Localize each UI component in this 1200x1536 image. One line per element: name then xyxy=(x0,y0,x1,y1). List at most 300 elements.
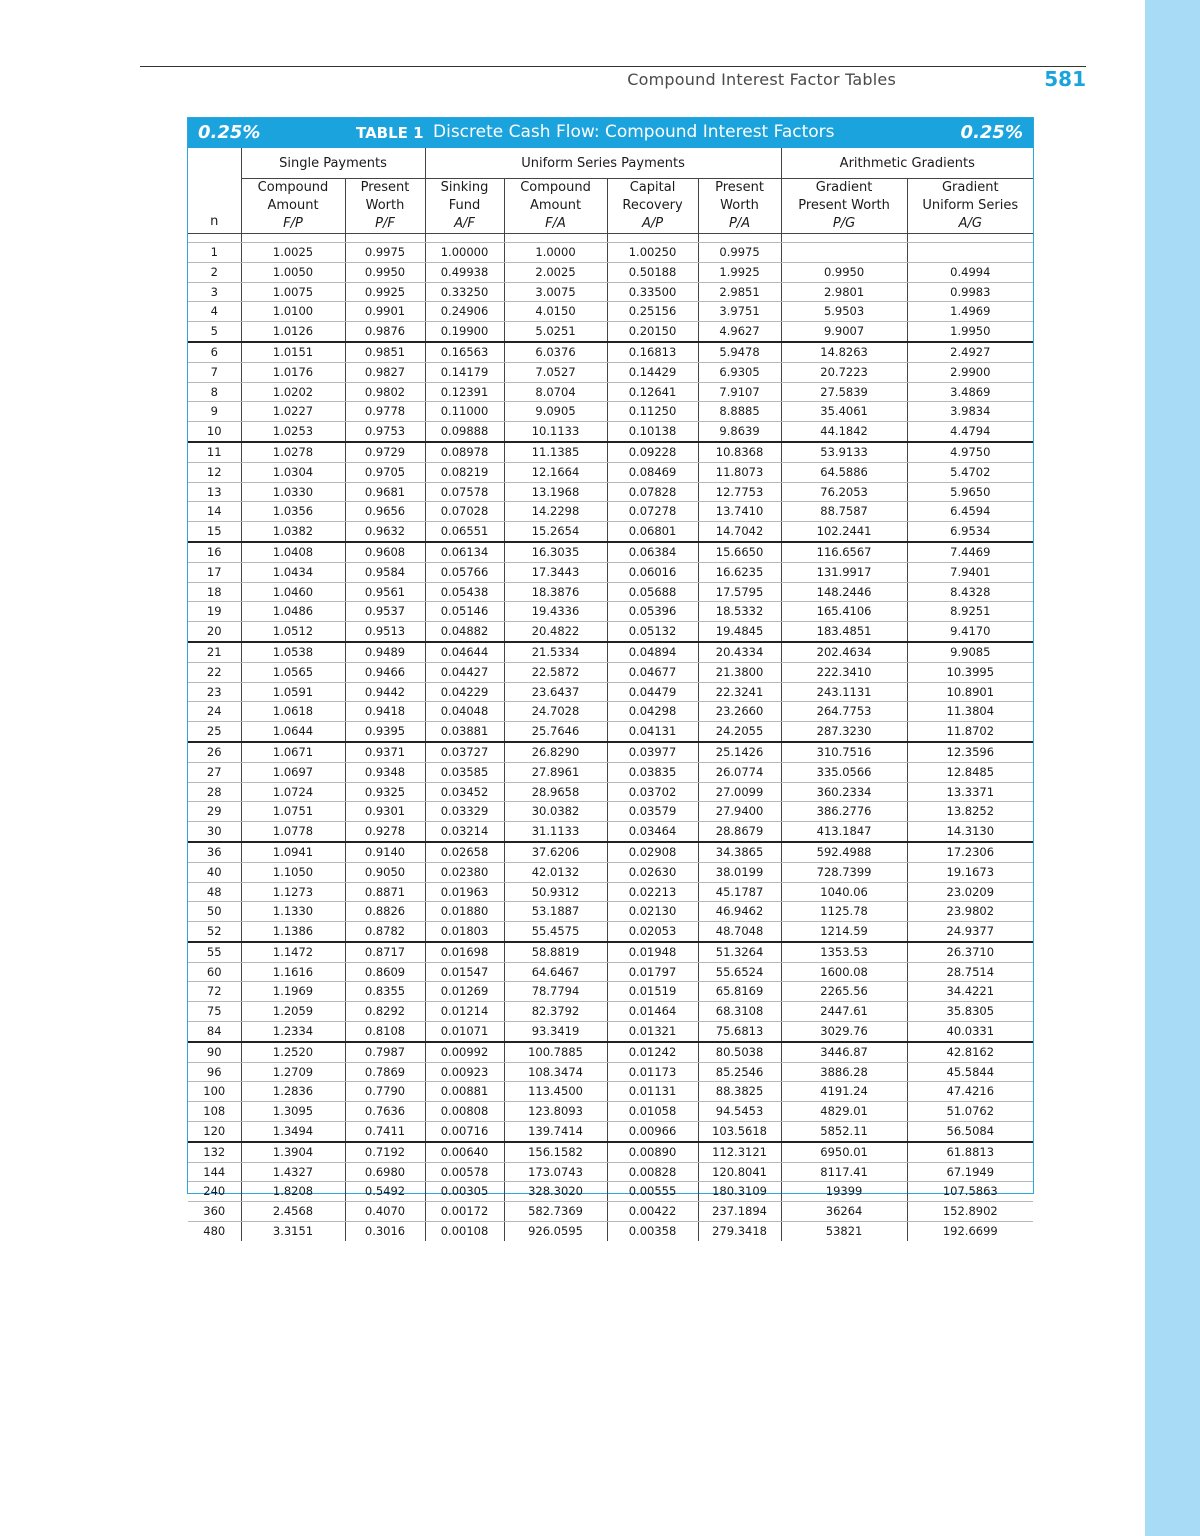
factor-cell: 28.9658 xyxy=(504,782,607,802)
factor-cell: 0.9371 xyxy=(345,742,425,762)
table-row xyxy=(188,382,1033,402)
factor-cell: 50.9312 xyxy=(504,882,607,902)
column-header-line: Recovery xyxy=(622,198,683,213)
factor-cell: 0.03881 xyxy=(425,722,504,742)
factor-cell: 23.0209 xyxy=(907,882,1033,902)
table-row xyxy=(188,662,1033,682)
factor-cell: 0.00108 xyxy=(425,1222,504,1241)
factor-cell: 47.4216 xyxy=(907,1082,1033,1102)
factor-cell: 0.03214 xyxy=(425,822,504,842)
factor-cell: 0.02658 xyxy=(425,842,504,862)
factor-cell: 1040.06 xyxy=(781,882,907,902)
factor-cell: 12.3596 xyxy=(907,742,1033,762)
factor-cell: 38.0199 xyxy=(698,862,781,882)
table-row xyxy=(188,1022,1033,1042)
factor-cell: 68.3108 xyxy=(698,1002,781,1022)
factor-cell: 7.9401 xyxy=(907,562,1033,582)
factor-cell: 3.9751 xyxy=(698,302,781,322)
factor-cell: 53.9133 xyxy=(781,442,907,462)
column-header-line: Present Worth xyxy=(798,198,890,213)
period-cell: 14 xyxy=(188,502,241,522)
factor-cell: 0.08219 xyxy=(425,462,504,482)
period-cell: 55 xyxy=(188,942,241,962)
factor-cell: 53.1887 xyxy=(504,902,607,922)
factor-cell: 1.0644 xyxy=(241,722,345,742)
factor-cell: 1.0408 xyxy=(241,542,345,562)
column-header-compound-amount-fp xyxy=(241,179,345,234)
factor-cell: 0.01698 xyxy=(425,942,504,962)
factor-cell: 7.9107 xyxy=(698,382,781,402)
table-row xyxy=(188,782,1033,802)
factor-cell: 0.6980 xyxy=(345,1162,425,1182)
factor-cell: 107.5863 xyxy=(907,1182,1033,1202)
factor-cell: 44.1842 xyxy=(781,422,907,442)
factor-cell: 0.00305 xyxy=(425,1182,504,1202)
factor-cell: 139.7414 xyxy=(504,1122,607,1142)
factor-cell: 0.05688 xyxy=(607,582,698,602)
group-header-arithmetic-gradients: Arithmetic Gradients xyxy=(781,148,1033,179)
factor-cell: 42.0132 xyxy=(504,862,607,882)
column-header-present-worth-pa xyxy=(698,179,781,234)
factor-cell: 27.5839 xyxy=(781,382,907,402)
factor-cell: 61.8813 xyxy=(907,1142,1033,1162)
factor-cell: 0.06016 xyxy=(607,562,698,582)
table-row xyxy=(188,442,1033,462)
factor-cell: 2.9851 xyxy=(698,282,781,302)
table-row xyxy=(188,1102,1033,1122)
factor-cell: 36264 xyxy=(781,1202,907,1222)
period-cell: 24 xyxy=(188,702,241,722)
factor-cell: 0.9681 xyxy=(345,482,425,502)
period-cell: 90 xyxy=(188,1042,241,1062)
factor-cell: 173.0743 xyxy=(504,1162,607,1182)
period-cell: 12 xyxy=(188,462,241,482)
factor-cell: 183.4851 xyxy=(781,622,907,642)
factor-cell: 0.50188 xyxy=(607,262,698,282)
factor-cell: 3029.76 xyxy=(781,1022,907,1042)
factor-cell: 40.0331 xyxy=(907,1022,1033,1042)
factor-cell: 1.0538 xyxy=(241,642,345,662)
factor-cell: 9.4170 xyxy=(907,622,1033,642)
column-header-symbol: F/A xyxy=(545,216,566,231)
period-cell: 75 xyxy=(188,1002,241,1022)
factor-cell: 55.6524 xyxy=(698,962,781,982)
factor-cell: 22.5872 xyxy=(504,662,607,682)
period-cell: 96 xyxy=(188,1062,241,1082)
factor-cell: 45.5844 xyxy=(907,1062,1033,1082)
factor-cell: 64.6467 xyxy=(504,962,607,982)
table-row xyxy=(188,482,1033,502)
factor-cell: 120.8041 xyxy=(698,1162,781,1182)
factor-cell: 88.3825 xyxy=(698,1082,781,1102)
period-cell: 48 xyxy=(188,882,241,902)
factor-cell: 108.3474 xyxy=(504,1062,607,1082)
factor-cell: 1.1050 xyxy=(241,862,345,882)
factor-cell: 1.0000 xyxy=(504,243,607,263)
factor-cell: 0.04882 xyxy=(425,622,504,642)
factor-cell: 0.01464 xyxy=(607,1002,698,1022)
factor-cell: 1.0778 xyxy=(241,822,345,842)
factor-cell: 26.8290 xyxy=(504,742,607,762)
factor-cell: 1.2334 xyxy=(241,1022,345,1042)
factor-cell: 0.01071 xyxy=(425,1022,504,1042)
factor-cell: 1.0697 xyxy=(241,762,345,782)
factor-cell: 0.9442 xyxy=(345,682,425,702)
factor-cell: 0.05438 xyxy=(425,582,504,602)
factor-cell: 0.8292 xyxy=(345,1002,425,1022)
period-cell: 6 xyxy=(188,342,241,362)
column-header-symbol: A/F xyxy=(454,216,475,231)
column-header-line: Capital xyxy=(629,180,676,195)
column-header-line: Sinking xyxy=(440,180,489,195)
factor-cell: 34.3865 xyxy=(698,842,781,862)
column-header-line: Amount xyxy=(529,198,582,213)
factor-cell: 0.8871 xyxy=(345,882,425,902)
factor-cell: 15.6650 xyxy=(698,542,781,562)
factor-cell: 4191.24 xyxy=(781,1082,907,1102)
factor-cell: 0.01948 xyxy=(607,942,698,962)
factor-cell: 264.7753 xyxy=(781,702,907,722)
table-row xyxy=(188,322,1033,342)
factor-cell: 27.8961 xyxy=(504,762,607,782)
factor-cell: 0.08469 xyxy=(607,462,698,482)
period-cell: 22 xyxy=(188,662,241,682)
factor-cell: 0.04229 xyxy=(425,682,504,702)
period-cell: 9 xyxy=(188,402,241,422)
factor-cell: 23.2660 xyxy=(698,702,781,722)
period-cell: 132 xyxy=(188,1142,241,1162)
factor-cell: 0.04298 xyxy=(607,702,698,722)
spacer-cell xyxy=(345,234,425,243)
factor-cell: 0.03585 xyxy=(425,762,504,782)
column-header-symbol: F/P xyxy=(283,216,303,231)
factor-cell: 0.9325 xyxy=(345,782,425,802)
table-row xyxy=(188,942,1033,962)
factor-cell: 35.4061 xyxy=(781,402,907,422)
factor-cell: 1.0941 xyxy=(241,842,345,862)
factor-cell: 10.3995 xyxy=(907,662,1033,682)
factor-cell: 131.9917 xyxy=(781,562,907,582)
factor-cell: 24.2055 xyxy=(698,722,781,742)
factor-cell: 1.3095 xyxy=(241,1102,345,1122)
factor-cell: 1.0512 xyxy=(241,622,345,642)
column-header-line: Present xyxy=(360,180,410,195)
factor-cell: 0.01803 xyxy=(425,922,504,942)
factor-cell: 1.0671 xyxy=(241,742,345,762)
factor-cell: 2.4927 xyxy=(907,342,1033,362)
factor-cell: 0.01797 xyxy=(607,962,698,982)
factor-cell: 0.9050 xyxy=(345,862,425,882)
factor-cell: 0.9561 xyxy=(345,582,425,602)
factor-cell: 1.00000 xyxy=(425,243,504,263)
factor-cell: 19.4845 xyxy=(698,622,781,642)
factor-cell: 1.0151 xyxy=(241,342,345,362)
factor-cell: 76.2053 xyxy=(781,482,907,502)
factor-cell: 0.14179 xyxy=(425,362,504,382)
factor-cell: 34.4221 xyxy=(907,982,1033,1002)
period-cell: 84 xyxy=(188,1022,241,1042)
factor-cell: 1.0434 xyxy=(241,562,345,582)
table-row xyxy=(188,502,1033,522)
factor-cell: 0.3016 xyxy=(345,1222,425,1241)
factor-cell: 2447.61 xyxy=(781,1002,907,1022)
group-header-uniform-series: Uniform Series Payments xyxy=(425,148,781,179)
factor-cell: 202.4634 xyxy=(781,642,907,662)
column-header-symbol: A/G xyxy=(958,216,982,231)
column-header-symbol: P/A xyxy=(728,216,751,231)
factor-cell: 2265.56 xyxy=(781,982,907,1002)
factor-cell: 0.00890 xyxy=(607,1142,698,1162)
factor-cell: 23.6437 xyxy=(504,682,607,702)
factor-cell: 25.1426 xyxy=(698,742,781,762)
factor-cell: 0.25156 xyxy=(607,302,698,322)
factor-cell: 0.33500 xyxy=(607,282,698,302)
column-header-line: Compound xyxy=(520,180,591,195)
factor-cell: 0.07828 xyxy=(607,482,698,502)
table-row xyxy=(188,882,1033,902)
period-cell: 4 xyxy=(188,302,241,322)
factor-cell: 0.02630 xyxy=(607,862,698,882)
factor-cell: 16.3035 xyxy=(504,542,607,562)
table-row xyxy=(188,642,1033,662)
factor-cell: 16.6235 xyxy=(698,562,781,582)
factor-cell: 0.00422 xyxy=(607,1202,698,1222)
factor-cell: 0.03329 xyxy=(425,802,504,822)
factor-cell: 0.9656 xyxy=(345,502,425,522)
spacer-cell xyxy=(241,234,345,243)
factor-cell: 0.03452 xyxy=(425,782,504,802)
factor-cell: 0.19900 xyxy=(425,322,504,342)
factor-cell: 0.9950 xyxy=(345,262,425,282)
factor-cell: 0.11250 xyxy=(607,402,698,422)
factor-cell: 0.00172 xyxy=(425,1202,504,1222)
factor-cell: 28.7514 xyxy=(907,962,1033,982)
factor-cell: 0.09888 xyxy=(425,422,504,442)
factor-cell: 0.06384 xyxy=(607,542,698,562)
factor-cell: 0.9395 xyxy=(345,722,425,742)
factor-cell: 37.6206 xyxy=(504,842,607,862)
factor-cell: 1.0724 xyxy=(241,782,345,802)
factor-cell: 0.05766 xyxy=(425,562,504,582)
period-cell: 30 xyxy=(188,822,241,842)
period-cell: 25 xyxy=(188,722,241,742)
period-cell: 3 xyxy=(188,282,241,302)
factor-cell: 0.7987 xyxy=(345,1042,425,1062)
factor-cell: 0.05132 xyxy=(607,622,698,642)
factor-cell: 0.9753 xyxy=(345,422,425,442)
factor-cell: 0.07578 xyxy=(425,482,504,502)
period-cell: 17 xyxy=(188,562,241,582)
factor-cell: 30.0382 xyxy=(504,802,607,822)
period-cell: 18 xyxy=(188,582,241,602)
factor-cell: 8.9251 xyxy=(907,602,1033,622)
spacer-cell xyxy=(188,234,241,243)
factor-cell: 1600.08 xyxy=(781,962,907,982)
factor-cell: 5.9503 xyxy=(781,302,907,322)
factor-cell: 0.8108 xyxy=(345,1022,425,1042)
table-row xyxy=(188,1122,1033,1142)
period-cell: 11 xyxy=(188,442,241,462)
factor-cell: 0.01547 xyxy=(425,962,504,982)
factor-cell: 2.9801 xyxy=(781,282,907,302)
factor-cell: 27.0099 xyxy=(698,782,781,802)
column-header-line: Amount xyxy=(267,198,319,213)
factor-cell: 0.09228 xyxy=(607,442,698,462)
factor-cell: 8.8885 xyxy=(698,402,781,422)
factor-cell: 0.01214 xyxy=(425,1002,504,1022)
factor-cell: 0.9140 xyxy=(345,842,425,862)
factor-cell: 3.4869 xyxy=(907,382,1033,402)
factor-cell: 0.9466 xyxy=(345,662,425,682)
factor-cell: 0.07028 xyxy=(425,502,504,522)
factor-cell: 0.20150 xyxy=(607,322,698,342)
factor-cell: 20.7223 xyxy=(781,362,907,382)
column-header-line: Uniform Series xyxy=(922,198,1019,213)
factor-cell: 0.24906 xyxy=(425,302,504,322)
factor-cell: 1.0330 xyxy=(241,482,345,502)
running-head: Compound Interest Factor Tables xyxy=(627,70,896,89)
factor-cell: 35.8305 xyxy=(907,1002,1033,1022)
period-cell: 27 xyxy=(188,762,241,782)
period-cell: 2 xyxy=(188,262,241,282)
factor-cell: 9.9085 xyxy=(907,642,1033,662)
factor-cell: 116.6567 xyxy=(781,542,907,562)
table-row xyxy=(188,262,1033,282)
column-header-line: Compound xyxy=(257,180,329,195)
table-caption: Discrete Cash Flow: Compound Interest Factors xyxy=(433,122,835,142)
factor-cell: 23.9802 xyxy=(907,902,1033,922)
factor-cell: 0.03727 xyxy=(425,742,504,762)
period-cell: 21 xyxy=(188,642,241,662)
factor-cell: 0.00923 xyxy=(425,1062,504,1082)
period-cell: 360 xyxy=(188,1202,241,1222)
factor-cell: 21.3800 xyxy=(698,662,781,682)
factor-cell: 17.5795 xyxy=(698,582,781,602)
factor-cell: 0.9983 xyxy=(907,282,1033,302)
table-row xyxy=(188,1222,1033,1241)
period-cell: 13 xyxy=(188,482,241,502)
factor-cell: 0.00578 xyxy=(425,1162,504,1182)
table-row xyxy=(188,1062,1033,1082)
factor-grid xyxy=(188,148,1033,1241)
factor-cell: 26.3710 xyxy=(907,942,1033,962)
factor-cell: 0.02380 xyxy=(425,862,504,882)
factor-cell: 13.8252 xyxy=(907,802,1033,822)
factor-cell: 11.8073 xyxy=(698,462,781,482)
factor-cell: 12.7753 xyxy=(698,482,781,502)
factor-cell: 21.5334 xyxy=(504,642,607,662)
factor-cell: 0.00828 xyxy=(607,1162,698,1182)
factor-cell: 3.0075 xyxy=(504,282,607,302)
table-row xyxy=(188,722,1033,742)
spacer-cell xyxy=(607,234,698,243)
factor-cell: 0.9513 xyxy=(345,622,425,642)
n-column-header: n xyxy=(188,148,241,234)
factor-cell: 1.0618 xyxy=(241,702,345,722)
factor-cell: 0.04479 xyxy=(607,682,698,702)
factor-cell: 0.9925 xyxy=(345,282,425,302)
table-row xyxy=(188,462,1033,482)
factor-cell: 0.01131 xyxy=(607,1082,698,1102)
factor-cell: 1.2836 xyxy=(241,1082,345,1102)
period-cell: 36 xyxy=(188,842,241,862)
factor-cell: 31.1133 xyxy=(504,822,607,842)
factor-cell: 27.9400 xyxy=(698,802,781,822)
period-cell: 52 xyxy=(188,922,241,942)
factor-cell: 0.9802 xyxy=(345,382,425,402)
factor-cell: 279.3418 xyxy=(698,1222,781,1241)
factor-cell xyxy=(781,243,907,263)
factor-cell: 1.0486 xyxy=(241,602,345,622)
factor-cell: 10.8901 xyxy=(907,682,1033,702)
factor-cell: 11.8702 xyxy=(907,722,1033,742)
period-cell: 72 xyxy=(188,982,241,1002)
period-cell: 60 xyxy=(188,962,241,982)
column-header-gradient-uniform-series-ag xyxy=(907,179,1033,234)
factor-cell: 1.1472 xyxy=(241,942,345,962)
factor-cell: 1.2520 xyxy=(241,1042,345,1062)
factor-cell: 55.4575 xyxy=(504,922,607,942)
factor-cell: 0.00808 xyxy=(425,1102,504,1122)
factor-cell: 78.7794 xyxy=(504,982,607,1002)
factor-cell: 4.9627 xyxy=(698,322,781,342)
factor-cell: 165.4106 xyxy=(781,602,907,622)
factor-cell: 42.8162 xyxy=(907,1042,1033,1062)
factor-cell: 5.9650 xyxy=(907,482,1033,502)
factor-cell: 413.1847 xyxy=(781,822,907,842)
factor-cell: 20.4822 xyxy=(504,622,607,642)
factor-cell: 2.9900 xyxy=(907,362,1033,382)
factor-cell: 1.4327 xyxy=(241,1162,345,1182)
factor-cell: 0.9975 xyxy=(698,243,781,263)
factor-cell: 80.5038 xyxy=(698,1042,781,1062)
table-row xyxy=(188,362,1033,382)
factor-cell: 0.8826 xyxy=(345,902,425,922)
period-cell: 1 xyxy=(188,243,241,263)
factor-cell: 0.9608 xyxy=(345,542,425,562)
table-row xyxy=(188,542,1033,562)
factor-cell: 3.9834 xyxy=(907,402,1033,422)
factor-cell: 1214.59 xyxy=(781,922,907,942)
factor-cell: 0.16563 xyxy=(425,342,504,362)
column-header-symbol: A/P xyxy=(641,216,664,231)
factor-cell: 0.03835 xyxy=(607,762,698,782)
spacer-cell xyxy=(907,234,1033,243)
factor-cell: 4.4794 xyxy=(907,422,1033,442)
factor-cell: 18.3876 xyxy=(504,582,607,602)
factor-cell: 582.7369 xyxy=(504,1202,607,1222)
factor-cell: 6.0376 xyxy=(504,342,607,362)
column-header-present-worth-pf xyxy=(345,179,425,234)
factor-cell: 1125.78 xyxy=(781,902,907,922)
factor-cell: 19.4336 xyxy=(504,602,607,622)
table-row xyxy=(188,622,1033,642)
factor-cell: 0.07278 xyxy=(607,502,698,522)
factor-cell: 3446.87 xyxy=(781,1042,907,1062)
factor-cell: 8.0704 xyxy=(504,382,607,402)
factor-cell: 85.2546 xyxy=(698,1062,781,1082)
table-row xyxy=(188,562,1033,582)
factor-cell: 1.3904 xyxy=(241,1142,345,1162)
factor-cell: 0.5492 xyxy=(345,1182,425,1202)
factor-cell: 1.0202 xyxy=(241,382,345,402)
factor-cell: 1.9950 xyxy=(907,322,1033,342)
factor-cell: 1.0460 xyxy=(241,582,345,602)
table-row xyxy=(188,822,1033,842)
factor-cell: 48.7048 xyxy=(698,922,781,942)
table-row xyxy=(188,842,1033,862)
page-number: 581 xyxy=(1044,67,1086,91)
